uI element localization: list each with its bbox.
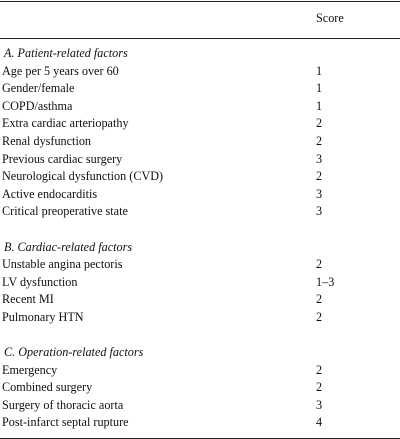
score-value: 2 xyxy=(316,362,323,377)
table-row xyxy=(0,291,400,309)
factor-label: COPD/asthma xyxy=(2,98,73,113)
score-value: 2 xyxy=(316,133,323,148)
factor-label: Recent MI xyxy=(2,292,54,307)
table-row xyxy=(0,309,400,327)
score-value: 1 xyxy=(316,81,323,96)
section-operation-factors xyxy=(0,344,400,432)
score-value: 2 xyxy=(316,257,323,272)
section-cardiac-factors xyxy=(0,239,400,327)
table-row xyxy=(0,362,400,380)
factor-label: Neurological dysfunction (CVD) xyxy=(2,169,164,184)
factor-label: Critical preoperative state xyxy=(2,204,128,219)
score-value: 3 xyxy=(316,397,323,412)
section-title: C. Operation-related factors xyxy=(4,345,144,360)
table-row xyxy=(0,151,400,169)
score-value: 2 xyxy=(316,292,323,307)
table-row xyxy=(0,133,400,151)
factor-label: Renal dysfunction xyxy=(2,133,92,148)
table-row xyxy=(0,379,400,397)
factor-label: Post-infarct septal rupture xyxy=(2,415,129,430)
table-header-row xyxy=(0,2,400,38)
table-row xyxy=(0,274,400,292)
factor-label: Surgery of thoracic aorta xyxy=(2,397,124,412)
factor-label: Combined surgery xyxy=(2,380,93,395)
table-row xyxy=(0,115,400,133)
factor-label: Previous cardiac surgery xyxy=(2,151,123,166)
factor-label: Age per 5 years over 60 xyxy=(2,63,119,78)
score-value: 2 xyxy=(316,380,323,395)
score-value: 4 xyxy=(316,415,323,430)
score-value: 3 xyxy=(316,186,323,201)
score-value: 3 xyxy=(316,204,323,219)
table-row xyxy=(0,98,400,116)
score-value: 1–3 xyxy=(316,274,335,289)
score-value: 2 xyxy=(316,169,323,184)
factor-label: Active endocarditis xyxy=(2,186,98,201)
factor-label: Extra cardiac arteriopathy xyxy=(2,116,129,131)
section-title: B. Cardiac-related factors xyxy=(4,239,133,254)
score-column-header: Score xyxy=(316,11,344,25)
score-value: 2 xyxy=(316,116,323,131)
score-value: 1 xyxy=(316,63,323,78)
table-row xyxy=(0,186,400,204)
factor-label: Pulmonary HTN xyxy=(2,309,84,324)
table-row xyxy=(0,63,400,81)
score-value: 3 xyxy=(316,151,323,166)
score-value: 1 xyxy=(316,98,323,113)
factor-label: Gender/female xyxy=(2,81,75,96)
table-row xyxy=(0,168,400,186)
table-row xyxy=(0,80,400,98)
factor-label: LV dysfunction xyxy=(2,274,78,289)
factor-label: Unstable angina pectoris xyxy=(2,257,123,272)
score-value: 2 xyxy=(316,309,323,324)
table-row xyxy=(0,256,400,274)
table-row xyxy=(0,414,400,432)
section-patient-factors xyxy=(0,45,400,221)
table-row xyxy=(0,203,400,221)
section-title: A. Patient-related factors xyxy=(4,46,128,60)
factor-label: Emergency xyxy=(2,362,58,377)
